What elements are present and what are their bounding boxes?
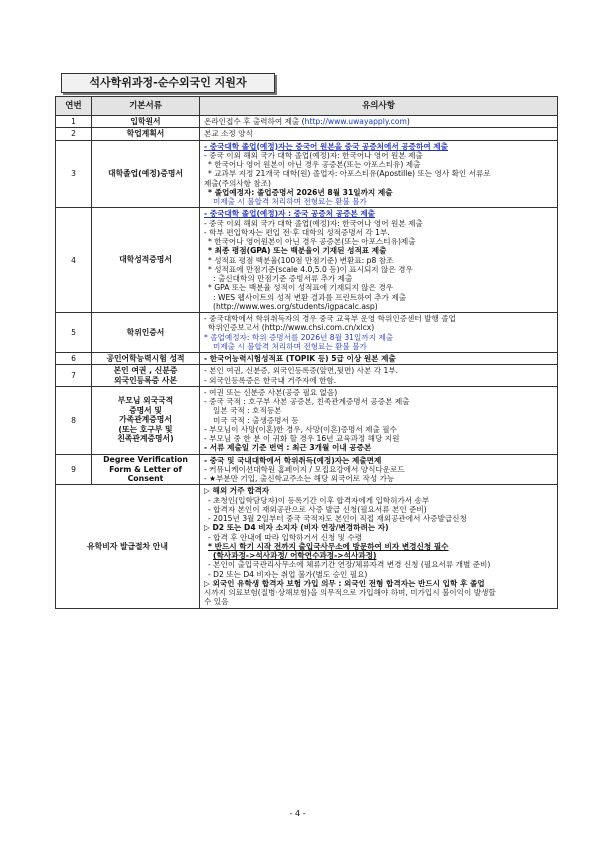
notes-cell	[200, 313, 558, 353]
document-name: 대학성적증명서	[92, 208, 200, 313]
note-text: * 교과부 지정 21개국 대학(원) 졸업자: 아포스티유(Apostille) 또는 영사 확인 서류로	[208, 169, 491, 179]
table-header-row	[56, 97, 558, 116]
note-text: - 중국대학 졸업(예정)자 : 중국 공증처 공증본 제출	[204, 209, 376, 219]
notes-cell	[200, 353, 558, 365]
note-line	[204, 237, 553, 246]
note-text: - 여권 또는 신분증 사본(공증 필요 없음)	[204, 387, 338, 397]
note-text: * 성적표 평점 백분율(100점 만점기준) 변환표: p8 참조	[208, 255, 394, 265]
documents-table	[55, 96, 558, 609]
note-line	[204, 179, 553, 188]
document-name: 학업계획서	[92, 128, 200, 140]
note-line	[204, 274, 553, 283]
note-text: - 합격자 본인이 재외공관으로 사증 발급 신청(필요서류 본인 준비)	[208, 504, 427, 514]
note-line	[204, 443, 553, 452]
note-text: * 반드시 학기 시작 전까지 출입국사무소에 방문하여 비자 변경신청 필수	[208, 541, 449, 551]
notes-cell	[200, 485, 558, 608]
header-notes: 유의사항	[200, 97, 558, 116]
note-line	[204, 302, 553, 311]
row-number: 8	[56, 386, 92, 454]
note-text: ▷ 해외 거주 합격자	[204, 486, 270, 496]
note-line	[204, 342, 553, 351]
note-line	[204, 169, 553, 178]
note-line	[204, 542, 553, 551]
note-text: 제출(주의사항 참조)	[204, 178, 272, 188]
header-no: 연번	[56, 97, 92, 116]
note-text: - 부모님이 사망(이혼)한 경우, 사망(이혼)증명서 제출 필수	[204, 424, 397, 434]
note-line	[204, 434, 553, 443]
note-line	[204, 551, 553, 560]
notes-cell	[200, 128, 558, 140]
note-line	[204, 416, 553, 425]
note-text: 미제출 시 불합격 처리하며 전형료는 환불 불가	[213, 197, 367, 206]
document-name: 유학비자 발급절차 안내	[56, 485, 200, 608]
table-row	[56, 365, 558, 387]
notes-cell	[200, 116, 558, 128]
table-row	[56, 208, 558, 313]
row-number: 3	[56, 140, 92, 208]
note-text: - 2015년 3월 2일부터 중국 국적자도 본인이 직접 재외공관에서 사증발급신청	[208, 514, 467, 523]
table-row	[56, 313, 558, 353]
note-line	[204, 533, 553, 542]
row-number: 5	[56, 313, 92, 353]
table-row	[56, 353, 558, 365]
note-line	[204, 597, 553, 606]
table-row	[56, 140, 558, 208]
note-line	[204, 588, 553, 597]
note-line	[204, 246, 553, 255]
note-text: - 서류 제출일 기준 번역 : 최근 3개월 이내 공증본	[204, 443, 372, 453]
note-line	[204, 514, 553, 523]
note-text: 미국 국적 : 출생증명서 등	[213, 415, 299, 425]
note-text: * 성적표에 만점기준(scale 4.0,5.0 등)이 표시되지 않은 경우	[208, 264, 413, 274]
table-row	[56, 454, 558, 485]
document-name: 학위인증서	[92, 313, 200, 353]
note-line	[204, 197, 553, 206]
note-text: 일본 국적 : 호적등본	[213, 406, 282, 416]
table-row	[56, 128, 558, 140]
note-line	[204, 256, 553, 265]
note-text: * 한국어나 영어원본이 아닌 경우 공증본(또는 아포스티유)제출	[208, 237, 416, 246]
note-line	[204, 505, 553, 514]
document-name: 부모님 외국국적 증명서 및 가족관계증명서 (또는 호구부 및 친족관계증명서)	[92, 386, 200, 454]
notes-cell	[200, 140, 558, 208]
note-line	[204, 354, 553, 363]
note-text: 본교 소정 양식	[204, 129, 253, 139]
table-row	[56, 386, 558, 454]
row-number: 7	[56, 365, 92, 387]
note-line	[204, 151, 553, 160]
note-text: - 초청인(입학담당자)이 등록기간 이후 합격자에게 입학허가서 송부	[208, 495, 430, 505]
note-text: - 부모님 중 한 분 이 귀화 할 경우 16년 교육과정 해당 지원	[204, 434, 400, 443]
note-line	[204, 293, 553, 302]
apply-link[interactable]: http://www.uwayapply.com	[304, 117, 407, 126]
row-number: 9	[56, 454, 92, 485]
note-line	[204, 388, 553, 397]
note-line	[204, 314, 553, 323]
note-text: * GPA 또는 백분율 성적이 성적표에 기재되지 않은 경우	[208, 283, 393, 293]
note-line	[204, 228, 553, 237]
note-line	[204, 129, 553, 138]
note-text: - ★부분만 기입, 출신학교주소는 해당 외국어로 작성 가능	[204, 474, 395, 483]
note-text: - 중국 이외 해외 국가 대학 졸업(예정)자: 한국어나 영어 원본 제출	[204, 150, 423, 160]
note-line	[204, 579, 553, 588]
note-line	[204, 366, 553, 375]
row-number: 6	[56, 353, 92, 365]
table-row	[56, 116, 558, 128]
note-text: 수 있음	[204, 597, 229, 607]
note-line	[204, 219, 553, 228]
note-line	[204, 397, 553, 406]
note-text: * 최종 평점(GPA) 또는 백분율이 기재된 성적표 제출	[208, 246, 387, 256]
note-text: ▷ D2 또는 D4 비자 소지자 (비자 연장/변경하려는 자)	[204, 523, 389, 533]
notes-cell	[200, 365, 558, 387]
document-name: Degree Verification Form & Letter of Consent	[92, 454, 200, 485]
page-number: - 4 -	[289, 809, 306, 818]
note-line	[204, 188, 553, 197]
note-text: - 한국어능력시험성적표 (TOPIK 등) 5급 이상 원본 제출	[204, 354, 396, 363]
note-text: 시까지 의료보험(질병·상해보험)을 의무적으로 가입해야 하며, 미가입시 불이익이 발생할	[204, 588, 496, 597]
note-line	[204, 523, 553, 532]
note-text: - 중국대학 졸업(예정)자는 중국어 원본을 중국 공증처에서 공증하여 제출	[204, 141, 448, 151]
note-text: 온라인접수 후 출력하여 제출 (	[204, 117, 305, 126]
note-line	[204, 425, 553, 434]
note-text: - D2 또는 D4 비자는 취업 불가(별도 승인 필요)	[208, 569, 368, 579]
header-document: 기본서류	[92, 97, 200, 116]
note-line	[204, 496, 553, 505]
note-line	[204, 160, 553, 169]
note-text: - 본인이 출입국관리사무소에 체류기간 연장/체류자격 변경 신청 (필요서류 개별 준비)	[208, 560, 491, 570]
note-text: ▷ 외국인 유학생 합격자 보험 가입 의무 : 외국인 전형 합격자는 반드시 입학 후 졸업	[204, 578, 485, 588]
note-line	[204, 209, 553, 218]
note-line	[204, 265, 553, 274]
note-line	[204, 486, 553, 495]
note-text-tail: )	[406, 117, 410, 126]
note-text: * 졸업예정자: 학위 증명서를 2026년 8월 31일까지 제출	[204, 332, 394, 342]
table-row	[56, 485, 558, 608]
note-line	[204, 376, 553, 385]
note-line	[204, 456, 553, 465]
note-line	[204, 117, 553, 126]
section-title: 석사학위과정-순수외국인 지원자	[61, 73, 275, 93]
note-text: - 본인 여권, 신분증, 외국인등록증(앞면,뒷면) 사본 각 1부.	[204, 366, 399, 376]
document-name: 대학졸업(예정)증명서	[92, 140, 200, 208]
note-text: - 학부 편입학자는 편입 전·후 대학의 성적증명서 각 1부.	[204, 227, 390, 237]
note-text: 미제출 시 불합격 처리하며 전형료는 환불 불가	[213, 341, 367, 351]
document-name: 공인어학능력시험 성적	[92, 353, 200, 365]
note-text: * 한국어나 영어 원본이 아닌 경우 공증본(또는 아포스티유) 제출	[208, 160, 421, 169]
row-number: 2	[56, 128, 92, 140]
document-name: 입학원서	[92, 116, 200, 128]
note-text: - 중국 및 국내대학에서 학위취득(예정)자는 제출면제	[204, 455, 382, 465]
note-text: * 졸업예정자: 졸업증명서 2026년 8월 31일까지 제출	[208, 187, 393, 197]
row-number: 4	[56, 208, 92, 313]
note-line	[204, 570, 553, 579]
note-line	[204, 406, 553, 415]
note-line	[204, 560, 553, 569]
note-text: (http://www.wes.org/students/igpacalc.asp)	[213, 301, 378, 311]
note-text: - 합격 후 안내에 따라 입학하거서 신청 및 수령	[208, 532, 363, 542]
document-name: 본인 여권 , 신분증 외국인등록증 사본	[92, 365, 200, 387]
note-text: : WES 웹사이트의 성적 변환 결과를 프린트하여 추가 제출	[213, 292, 407, 302]
note-line	[204, 465, 553, 474]
notes-cell	[200, 386, 558, 454]
notes-cell	[200, 454, 558, 485]
note-text: - 중국 이외 해외 국가 대학 졸업(예정)자: 한국어나 영어 원본 제출	[204, 218, 423, 228]
note-line	[204, 142, 553, 151]
note-text: (학사과정->석사과정/ 어학연수과정->석사과정)	[213, 551, 377, 560]
notes-cell	[200, 208, 558, 313]
note-text: - 중국대학에서 학위취득자의 경우 중국 교육부 운영 학위인증센터 발행 졸업	[204, 314, 456, 323]
row-number: 1	[56, 116, 92, 128]
note-text: 학위인증보고서 (http://www.chsi.com.cn/xlcx)	[208, 323, 375, 333]
note-text: - 외국인등록증은 한국내 거주자에 한함.	[204, 375, 337, 385]
note-text: - 중국 국적 : 호구부 사본 공증본, 친족관계증명서 공증본 제출	[204, 397, 410, 406]
note-line	[204, 474, 553, 483]
note-text: - 커뮤니케이션대학원 홈페이지 / 모집요강에서 양식다운로드	[204, 464, 405, 474]
note-line	[204, 283, 553, 292]
note-text: : 출신대학의 만점기준 증빙서류 추가 제출	[213, 274, 353, 283]
note-line	[204, 333, 553, 342]
note-line	[204, 323, 553, 332]
